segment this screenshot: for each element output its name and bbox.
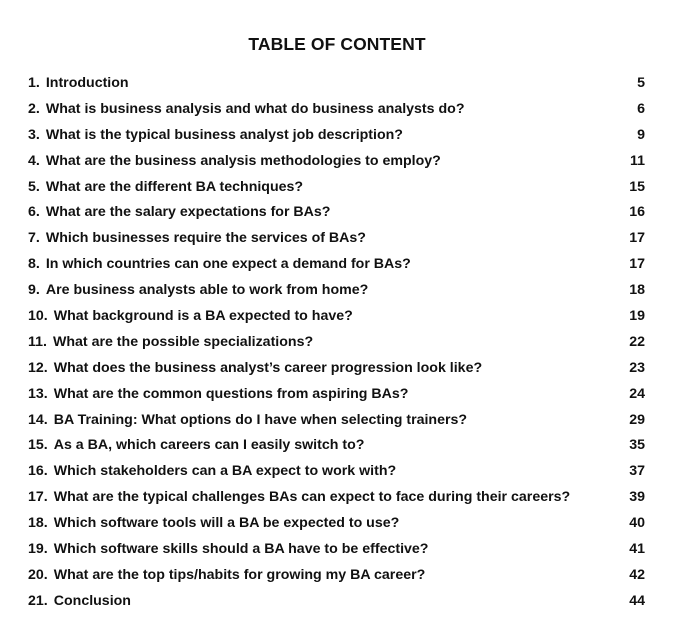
toc-entry-number: 8.	[28, 256, 40, 273]
toc-entry-number: 4.	[28, 152, 40, 169]
toc-entry-title	[28, 357, 482, 379]
toc-entry-title	[28, 72, 129, 94]
toc-entry-title	[28, 460, 396, 482]
toc-entry-number: 13.	[28, 385, 48, 402]
toc-entry	[28, 176, 645, 202]
toc-entry-number: 16.	[28, 463, 48, 480]
toc-entry-number: 11.	[28, 333, 47, 350]
toc-entry-text: What are the common questions from aspiring BAs?	[53, 385, 409, 402]
toc-entry-text: Are business analysts able to work from home?	[45, 282, 369, 299]
toc-entry-number: 12.	[28, 359, 48, 376]
toc-entry-text: In which countries can one expect a demand for BAs?	[45, 256, 411, 273]
toc-entry-number: 7.	[28, 230, 40, 247]
toc-entry-text: What are the top tips/habits for growing my BA career?	[53, 566, 426, 583]
toc-entry	[28, 409, 645, 435]
toc-entry-page: 18	[629, 282, 645, 299]
toc-entry-text: What background is a BA expected to have?	[53, 308, 353, 325]
toc-entry-title	[28, 253, 411, 275]
toc-entry-number: 17.	[28, 489, 48, 506]
toc-entry-page: 39	[629, 489, 645, 506]
toc-entry-page: 37	[629, 463, 645, 480]
toc-entry	[28, 486, 645, 512]
toc-entry-title	[28, 201, 330, 223]
toc-entry-number: 18.	[28, 515, 48, 532]
toc-entry-title	[28, 279, 368, 301]
page-title: TABLE OF CONTENT	[248, 34, 426, 54]
toc-entry-title	[28, 409, 467, 431]
toc-entry-title	[28, 538, 428, 560]
toc-entry-page: 5	[637, 75, 645, 91]
toc-entry-page: 15	[629, 178, 645, 195]
toc-entry-title	[28, 227, 366, 249]
toc-entry-number: 3.	[28, 126, 40, 143]
toc-entry-text: Which businesses require the services of BAs?	[45, 230, 366, 247]
toc-entry-page: 42	[629, 566, 645, 583]
toc-entry	[28, 150, 645, 176]
toc-entry-number: 20.	[28, 566, 48, 583]
toc-entry-number: 15.	[28, 437, 48, 454]
toc-entry	[28, 201, 645, 227]
toc-entry-title	[28, 305, 353, 327]
toc-entry-text: Which software tools will a BA be expected to use?	[53, 515, 400, 532]
toc-entry-number: 1.	[28, 75, 40, 91]
toc-entry	[28, 512, 645, 538]
toc-entry-number: 19.	[28, 541, 48, 558]
toc-entry-title	[28, 383, 408, 405]
toc-entry-page: 16	[629, 204, 645, 221]
toc-entry-title	[28, 590, 131, 612]
toc-entry-title	[28, 98, 465, 120]
toc-entry	[28, 72, 645, 98]
toc-entry	[28, 460, 645, 486]
toc-entry	[28, 124, 645, 150]
toc-entry-page: 40	[629, 515, 645, 532]
toc-entry-number: 14.	[28, 411, 48, 428]
toc-entry	[28, 98, 645, 124]
toc-entry-page: 11	[630, 152, 645, 169]
toc-entry	[28, 279, 645, 305]
toc-entry-title	[28, 512, 399, 534]
toc-entry	[28, 331, 645, 357]
toc-entry-text: BA Training: What options do I have when selecting trainers?	[53, 411, 468, 428]
toc-entry-number: 5.	[28, 178, 40, 195]
toc-entry	[28, 383, 645, 409]
toc-entry-page: 6	[637, 100, 645, 117]
toc-entry-page: 19	[629, 308, 645, 325]
toc-entry-title	[28, 486, 570, 508]
toc-entry-text: What are the possible specializations?	[52, 333, 314, 350]
toc-entry-text: What are the typical challenges BAs can expect to face during their careers?	[53, 489, 571, 506]
toc-entry-title	[28, 150, 441, 172]
toc-entry-page: 44	[629, 592, 645, 609]
toc-entry-page: 35	[629, 437, 645, 454]
toc-entry-page: 24	[629, 385, 645, 402]
toc-entry-number: 2.	[28, 100, 40, 117]
toc-entry-text: What are the salary expectations for BAs?	[45, 204, 331, 221]
toc-entry	[28, 434, 645, 460]
toc-entry-page: 23	[629, 359, 645, 376]
toc-entry	[28, 538, 645, 564]
toc-entry	[28, 227, 645, 253]
toc-entry-text: What are the business analysis methodologies to employ?	[45, 152, 441, 169]
toc-entry-text: What is the typical business analyst job description?	[45, 126, 403, 143]
toc-entry-page: 17	[629, 230, 645, 247]
toc-entry-page: 41	[629, 541, 645, 558]
toc-entry-text: Conclusion	[53, 592, 131, 609]
toc-entry-text: As a BA, which careers can I easily switch to?	[53, 437, 365, 454]
toc-entry-text: Which stakeholders can a BA expect to work with?	[53, 463, 397, 480]
toc-entry-page: 22	[629, 333, 645, 350]
toc-entry-number: 10.	[28, 308, 48, 325]
toc-entry-page: 17	[629, 256, 645, 273]
table-of-contents	[28, 72, 645, 616]
toc-entry-title	[28, 434, 364, 456]
toc-entry-title	[28, 124, 403, 146]
toc-entry-page: 29	[629, 411, 645, 428]
toc-entry-title	[28, 176, 303, 198]
toc-entry-text: What are the different BA techniques?	[45, 178, 304, 195]
toc-entry-title	[28, 564, 425, 586]
toc-entry-number: 6.	[28, 204, 40, 221]
toc-entry-text: What does the business analyst’s career progression look like?	[53, 359, 483, 376]
toc-entry-title	[28, 331, 313, 353]
toc-entry	[28, 564, 645, 590]
toc-entry	[28, 305, 645, 331]
toc-entry-text: Which software skills should a BA have to be effective?	[53, 541, 429, 558]
toc-entry-number: 21.	[28, 592, 48, 609]
toc-entry-text: Introduction	[45, 75, 129, 91]
toc-entry-page: 9	[637, 126, 645, 143]
toc-entry-number: 9.	[28, 282, 40, 299]
toc-entry	[28, 357, 645, 383]
toc-entry-text: What is business analysis and what do business analysts do?	[45, 100, 465, 117]
toc-entry	[28, 253, 645, 279]
toc-entry	[28, 590, 645, 616]
